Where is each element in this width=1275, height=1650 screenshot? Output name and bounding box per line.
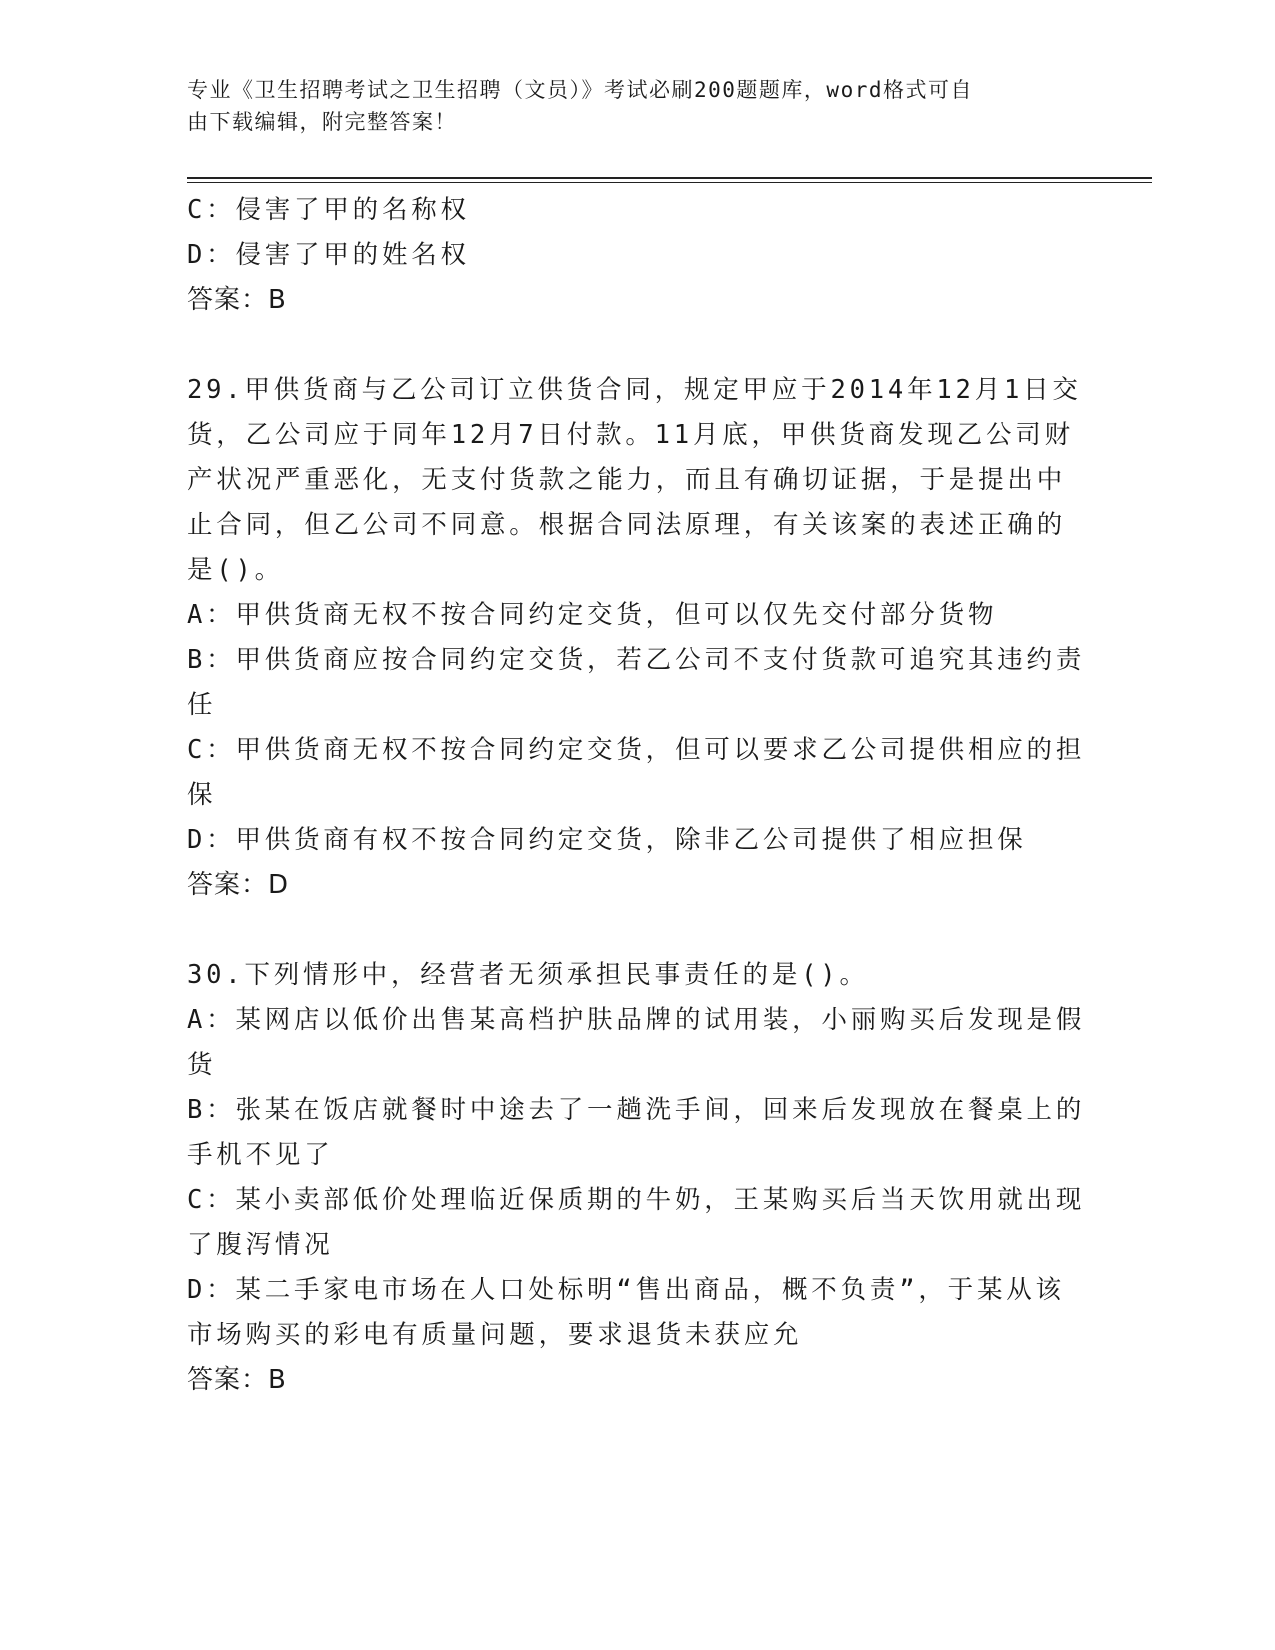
question-content (187, 188, 1087, 1403)
option-a: A：甲供货商无权不按合同约定交货，但可以仅先交付部分货物 (187, 600, 998, 630)
option-b: B：甲供货商应按合同约定交货，若乙公司不支付货款可追究其违约责 (187, 645, 1086, 675)
answer: 答案：B (187, 285, 287, 315)
spacer (187, 323, 1087, 368)
option-d: D：甲供货商有权不按合同约定交货，除非乙公司提供了相应担保 (187, 825, 1027, 855)
option-a-cont: 货 (187, 1050, 217, 1080)
option-b-cont: 手机不见了 (187, 1140, 334, 1170)
question-stem-line: 是()。 (187, 555, 284, 585)
option-c-cont: 了腹泻情况 (187, 1230, 334, 1260)
option-b-cont: 任 (187, 690, 217, 720)
option-c: C：某小卖部低价处理临近保质期的牛奶，王某购买后当天饮用就出现 (187, 1185, 1086, 1215)
spacer (187, 908, 1087, 953)
question-stem-line: 29.甲供货商与乙公司订立供货合同，规定甲应于2014年12月1日交 (187, 375, 1082, 405)
question-30 (187, 953, 1087, 1403)
header-line-1: 专业《卫生招聘考试之卫生招聘（文员）》考试必刷200题题库，word格式可自 (187, 78, 973, 102)
document-header (187, 74, 1067, 138)
answer: 答案：D (187, 870, 290, 900)
question-stem-line: 产状况严重恶化，无支付货款之能力，而且有确切证据，于是提出中 (187, 465, 1067, 495)
option-d: D：某二手家电市场在人口处标明“售出商品，概不负责”，于某从该 (187, 1275, 1065, 1305)
header-divider (187, 177, 1152, 183)
question-28-tail (187, 188, 1087, 323)
option-d: D：侵害了甲的姓名权 (187, 240, 470, 270)
answer: 答案：B (187, 1365, 287, 1395)
question-29 (187, 368, 1087, 908)
option-a: A：某网店以低价出售某高档护肤品牌的试用装，小丽购买后发现是假 (187, 1005, 1086, 1035)
question-stem: 30.下列情形中，经营者无须承担民事责任的是()。 (187, 960, 869, 990)
question-stem-line: 货，乙公司应于同年12月7日付款。11月底，甲供货商发现乙公司财 (187, 420, 1074, 450)
option-c: C：甲供货商无权不按合同约定交货，但可以要求乙公司提供相应的担 (187, 735, 1086, 765)
option-c-cont: 保 (187, 780, 217, 810)
option-d-cont: 市场购买的彩电有质量问题，要求退货未获应允 (187, 1320, 803, 1350)
option-b: B：张某在饭店就餐时中途去了一趟洗手间，回来后发现放在餐桌上的 (187, 1095, 1086, 1125)
header-line-2: 由下载编辑，附完整答案！ (187, 110, 457, 134)
question-stem-line: 止合同，但乙公司不同意。根据合同法原理，有关该案的表述正确的 (187, 510, 1067, 540)
option-c: C：侵害了甲的名称权 (187, 195, 470, 225)
